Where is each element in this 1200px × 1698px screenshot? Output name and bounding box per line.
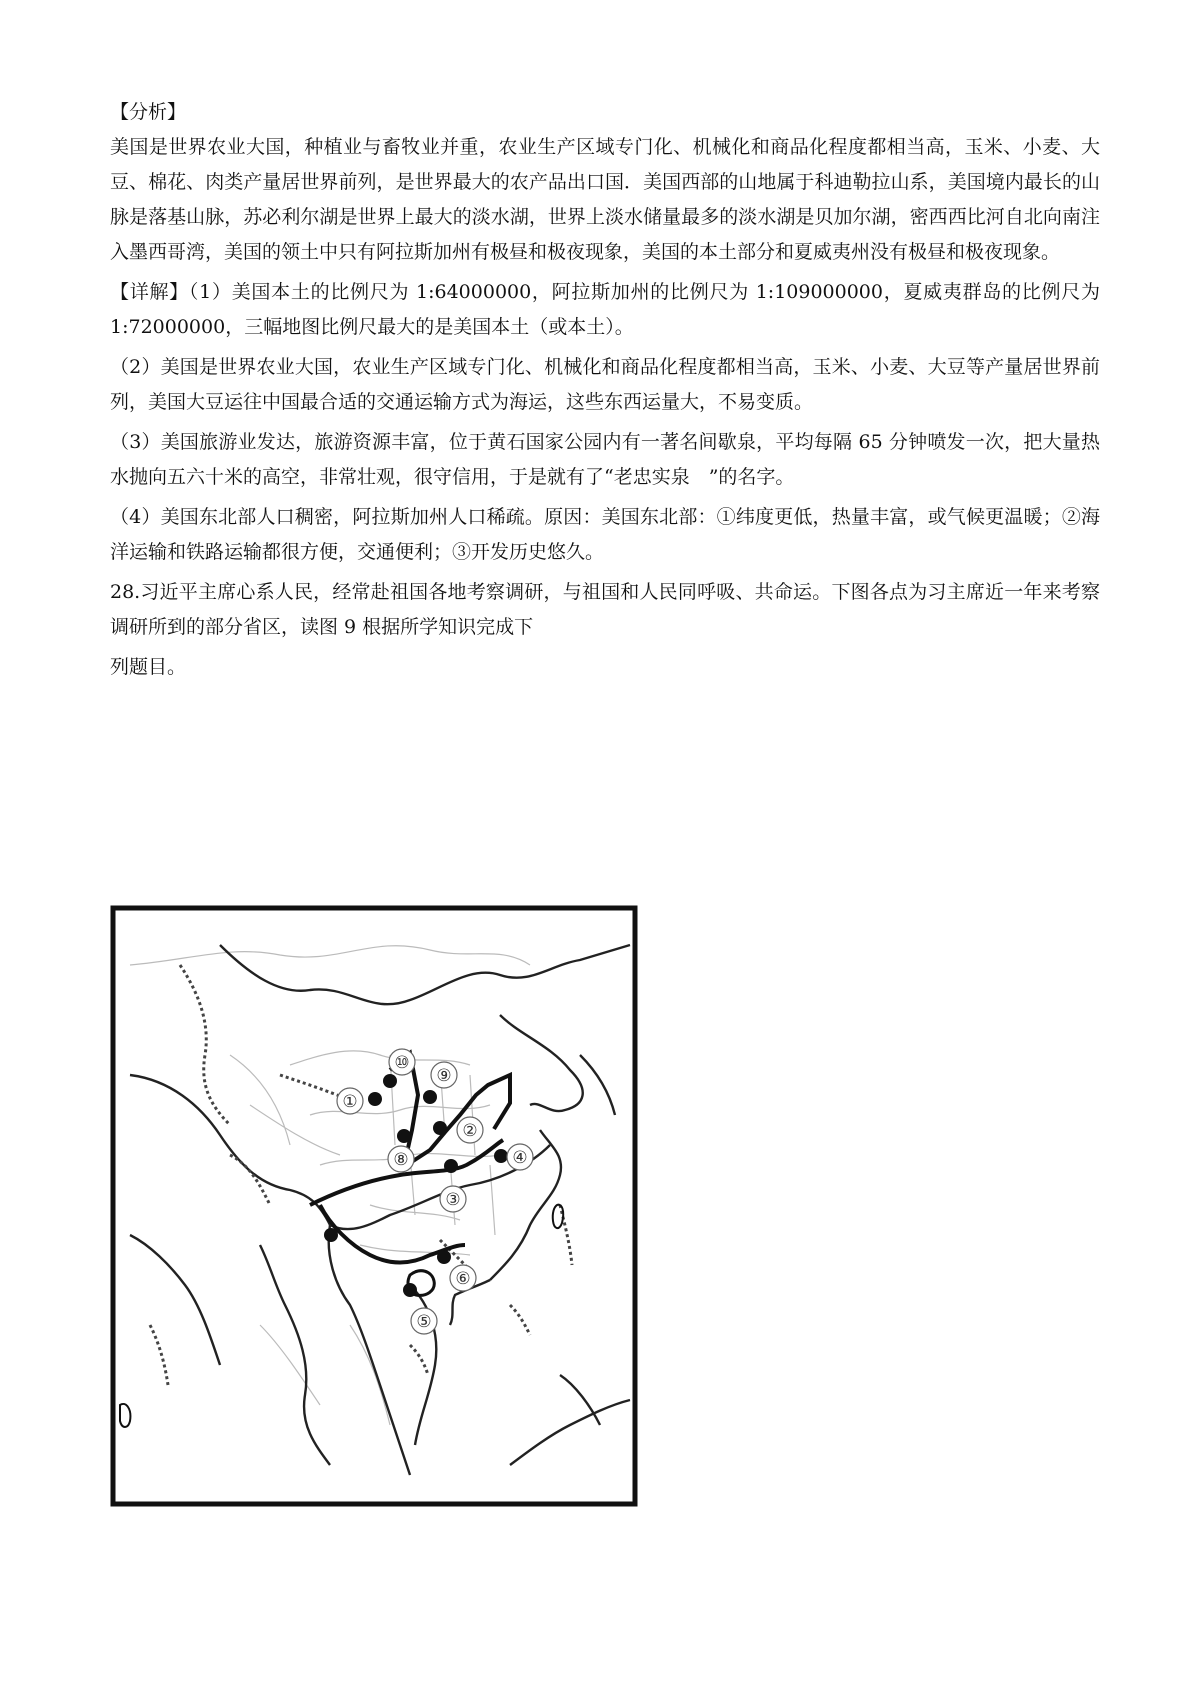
point-7 (324, 1228, 338, 1242)
point-10 (383, 1074, 397, 1088)
detail-paragraph-2: （2）美国是世界农业大国，农业生产区域专门化、机械化和商品化程度都相当高，玉米、小麦、大豆等产量居世界前列，美国大豆运往中国最合适的交通运输方式为海运，这些东西运量大，不易变质。 (110, 356, 1100, 413)
figure-9-map (110, 905, 638, 1507)
map-label-8: ⑧ (393, 1150, 409, 1170)
map-label-9: ⑨ (436, 1066, 452, 1086)
point-8 (397, 1129, 411, 1143)
detail-1-text: （1）美国本土的比例尺为 1:64000000，阿拉斯加州的比例尺为 1:109000000，夏威夷群岛的比例尺为 1:72000000，三幅地图比例尺最大的是美国本土（或本土）。 (110, 281, 1100, 338)
map-label-2: ② (462, 1121, 478, 1141)
map-label-6: ⑥ (455, 1269, 471, 1289)
document-body (110, 95, 1100, 685)
map-label-1: ① (342, 1092, 358, 1112)
point-2 (433, 1121, 447, 1135)
map-label-4: ④ (512, 1148, 528, 1168)
point-1 (368, 1092, 382, 1106)
point-3 (444, 1159, 458, 1173)
map-label-3: ③ (445, 1190, 461, 1210)
analysis-paragraph: 美国是世界农业大国，种植业与畜牧业并重，农业生产区域专门化、机械化和商品化程度都相当高，玉米、小麦、大豆、棉花、肉类产量居世界前列，是世界最大的农产品出口国．美国西部的山地属于科迪勒拉山系，美国境内最长的山脉是落基山脉，苏必利尔湖是世界上最大的淡水湖，世界上淡水储量最多的淡水湖是贝加尔湖，密西西比河自北向南注入墨西哥湾，美国的领土中只有阿拉斯加州有极昼和极夜现象，美国的本土部分和夏威夷州没有极昼和极夜现象。 (110, 136, 1100, 263)
question-28-tail: 列题目。 (110, 656, 187, 678)
question-28-stem: 28.习近平主席心系人民，经常赴祖国各地考察调研，与祖国和人民同呼吸、共命运。下图各点为习主席近一年来考察调研所到的部分省区，读图 9 根据所学知识完成下 (110, 581, 1100, 638)
detail-heading: 【详解】 (110, 281, 189, 303)
point-5 (403, 1283, 417, 1297)
detail-paragraph-1 (110, 275, 1100, 345)
point-9 (423, 1090, 437, 1104)
map-label-5: ⑤ (416, 1312, 432, 1332)
detail-paragraph-4: （4）美国东北部人口稠密，阿拉斯加州人口稀疏。原因：美国东北部：①纬度更低，热量丰富，或气候更温暖；②海洋运输和铁路运输都很方便，交通便利；③开发历史悠久。 (110, 506, 1100, 563)
detail-paragraph-3: （3）美国旅游业发达，旅游资源丰富，位于黄石国家公园内有一著名间歇泉，平均每隔 65 分钟喷发一次，把大量热水抛向五六十米的高空，非常壮观，很守信用，于是就有了“老忠实泉 ”的名字。 (110, 431, 1100, 488)
map-label-10: ⑩ (394, 1053, 410, 1073)
point-4 (494, 1149, 508, 1163)
point-6 (437, 1250, 451, 1264)
map-svg (110, 905, 638, 1507)
analysis-heading: 【分析】 (110, 101, 187, 123)
